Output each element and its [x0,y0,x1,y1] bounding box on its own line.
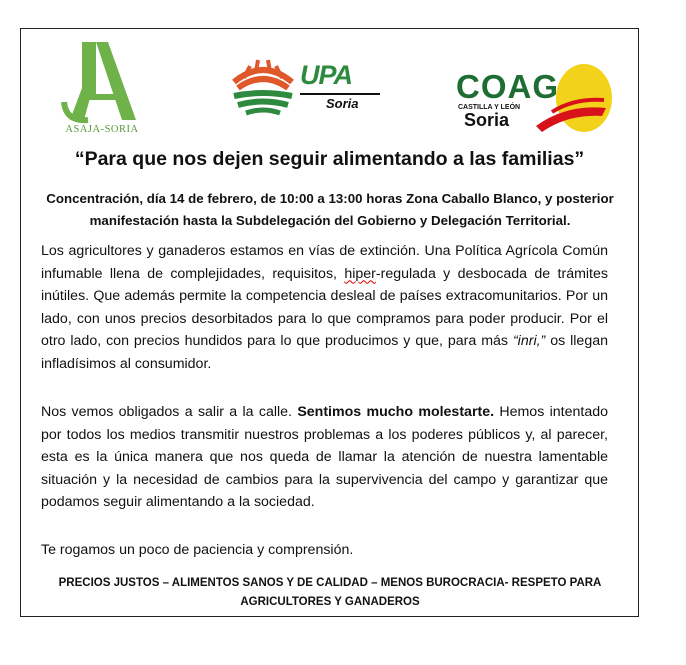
event-details: Concentración, día 14 de febrero, de 10:00 a 13:00 horas Zona Caballo Blanco, y posterior manifestación hasta la Subdelegación del Gobierno y Delegación Territorial. [46,191,614,228]
coag-wordmark: COAG [456,68,559,105]
paragraph-1-part-c: -regulada y desbocada de trámites inútiles. Que además permite la competencia desleal de países extracomunitarios. Por un lado, con unos precios desorbitados para lo que compramos para poder producir. Por el otro lado, con precios hundidos para lo que producimos y que, para más [41,265,608,350]
paragraph-1-italic: “inri,” [512,333,546,350]
paragraph-2-part-a: Nos vemos obligados a salir a la calle. [41,404,298,420]
coag-city-label: Soria [464,110,510,130]
upa-logo [230,56,380,120]
paragraph-2-part-c: Hemos intentado por todos los medios transmitir nuestros problemas a los poderes públicos y, al parecer, esta es la única manera que nos queda de llamar la atención de nuestra lamentable situación y la necesidad de cambios para la supervivencia del campo y garantizar que podamos seguir alimentando a la sociedad. [41,404,608,511]
paragraph-1 [41,240,608,376]
paragraph-3: Te rogamos un poco de paciencia y comprensión. [41,542,354,558]
upa-sun-icon [230,56,296,118]
paragraph-1-part-e: os llegan infladísimos al consumidor. [41,333,608,372]
coag-logo [456,64,612,134]
asaja-logo [60,38,144,138]
asaja-emblem-icon [60,38,144,124]
paragraph-2 [41,401,608,514]
paragraph-1-part-a: Los agricultores y ganaderos estamos en vías de extinción. Una Política Agrícola Común infumable llena de complejidades, requisitos, [41,243,608,282]
paragraph-2-bold: Sentimos mucho molestarte. [297,404,495,420]
flyer-title: “Para que nos dejen seguir alimentando a las familias” [74,148,585,170]
slogan-footer: PRECIOS JUSTOS – ALIMENTOS SANOS Y DE CALIDAD – MENOS BUROCRACIA- RESPETO PARA AGRICULTORES Y GANADEROS [58,577,602,608]
upa-wordmark: UPA [300,60,353,90]
coag-region-label: CASTILLA Y LEÓN [458,104,521,111]
spellcheck-word: hiper [344,265,376,282]
asaja-label: ASAJA-SORIA [65,124,139,135]
upa-underline [300,93,380,95]
upa-sub-label: Soria [326,96,359,111]
